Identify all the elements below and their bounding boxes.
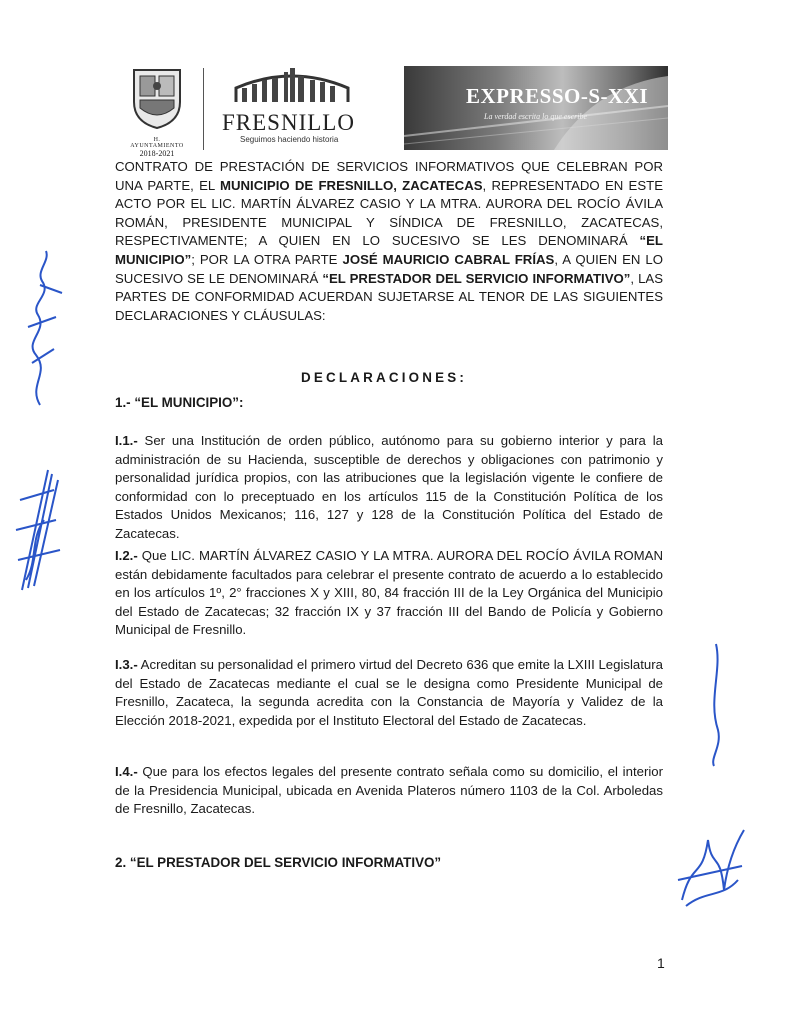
seal-caption: H. AYUNTAMIENTO <box>130 137 184 149</box>
clause-i2 <box>115 547 663 640</box>
coat-of-arms-icon <box>128 66 186 130</box>
intro-bold-municipio: MUNICIPIO DE FRESNILLO, ZACATECAS <box>220 177 483 193</box>
fresnillo-tagline: Seguimos haciendo historia <box>240 135 339 144</box>
intro-bold-prestador-name: JOSÉ MAURICIO CABRAL FRÍAS <box>342 251 555 267</box>
clause-i4 <box>115 763 663 819</box>
expresso-wordmark: EXPRESSO-S-XXI <box>466 84 649 108</box>
intro-bold-el-municipio: “EL MUNICIPIO” <box>115 233 663 267</box>
clause-i1 <box>115 432 663 544</box>
intro-text-5: , LAS PARTES DE CONFORMIDAD ACUERDAN SUJETARSE AL TENOR DE LAS SIGUIENTES DECLARACIONES Y CLÁUSULAS: <box>115 270 663 323</box>
clause-number: I.3.- <box>115 657 138 672</box>
clause-text: Acreditan su personalidad el primero virtud del Decreto 636 que emite la LXIII Legislatura del Estado de Zacatecas mediante el cual se le designa como Presidente Municipal de Fresnillo, Zacateca, la segunda acredita con la Constancia de Mayoría y Validez de la Elección 2018-2021, expedida por el Instituto Electoral del Estado de Zacatecas. <box>115 657 663 728</box>
intro-text-1: CONTRATO DE PRESTACIÓN DE SERVICIOS INFORMATIVOS QUE CELEBRAN POR UNA PARTE, EL <box>115 159 663 193</box>
clause-text: Que LIC. MARTÍN ÁLVAREZ CASIO Y LA MTRA. AURORA DEL ROCÍO ÁVILA ROMAN están debidamente facultados para celebrar el presente contrato de acuerdo a lo establecido en los artículos 1º, 2° fracciones X y XIII, 80, 84 fracción III de la Ley Orgánica del Municipio del Estado de Zacatecas; 32 fracción IX y 37 fracción III del Bando de Policía y Gobierno Municipal de Fresnillo. <box>115 548 663 638</box>
declaraciones-title: DECLARACIONES: <box>301 370 468 385</box>
municipal-seal <box>128 66 186 158</box>
city-skyline-icon <box>232 66 352 106</box>
expresso-banner <box>404 66 668 150</box>
intro-text-3: ; POR LA OTRA PARTE <box>191 251 343 267</box>
intro-text-2: , REPRESENTADO EN ESTE ACTO POR EL LIC. MARTÍN ÁLVAREZ CASIO Y LA MTRA. AURORA DEL ROCÍO ÁVILA ROMÁN, PRESIDENTE MUNICIPAL Y SÍNDICA DE FRESNILLO, ZACATECAS, RESPECTIVAMENTE; A QUIEN EN LO SUCESIVO SE LES DENOMINARÁ <box>115 177 663 249</box>
seal-years: 2018-2021 <box>139 149 175 158</box>
page-number: 1 <box>657 955 665 971</box>
clause-i3 <box>115 656 663 730</box>
clause-number: I.2.- <box>115 548 138 563</box>
clause-number: I.4.- <box>115 764 138 779</box>
fresnillo-wordmark: FRESNILLO <box>222 110 355 135</box>
fresnillo-logo <box>222 66 372 146</box>
header-divider <box>203 68 204 150</box>
section-2-title: 2. “EL PRESTADOR DEL SERVICIO INFORMATIVO” <box>115 855 442 870</box>
signature-right-bottom <box>672 820 752 910</box>
intro-bold-prestador: “EL PRESTADOR DEL SERVICIO INFORMATIVO” <box>322 270 631 286</box>
signature-left-top <box>10 245 70 415</box>
expresso-tagline: La verdad escrita lo que escribe <box>484 112 588 121</box>
clause-text: Que para los efectos legales del presente contrato señala como su domicilio, el interior de la Presidencia Municipal, ubicada en Avenida Plateros número 1103 de la Col. Arboledas de Fresnillo, Zacatecas. <box>115 764 663 817</box>
clause-text: Ser una Institución de orden público, autónomo para su gobierno interior y para la administración de su Hacienda, susceptible de derechos y obligaciones con patrimonio y personalidad jurídica propios, con las atribuciones que la legislación vigente le confiere de conformidad con lo preceptuado en los artículos 115 de la Constitución Política de los Estados Unidos Mexicanos; 116, 127 y 128 de la Constitución Política del Estado de Zacatecas. <box>115 433 663 541</box>
intro-text-4: , A QUIEN EN LO SUCESIVO SE LE DENOMINARÁ <box>115 251 663 286</box>
signature-left-bottom <box>8 460 68 600</box>
contract-intro <box>115 158 663 325</box>
signature-right-stroke <box>700 640 730 770</box>
clause-number: I.1.- <box>115 433 138 448</box>
section-1-title: 1.- “EL MUNICIPIO”: <box>115 395 244 410</box>
